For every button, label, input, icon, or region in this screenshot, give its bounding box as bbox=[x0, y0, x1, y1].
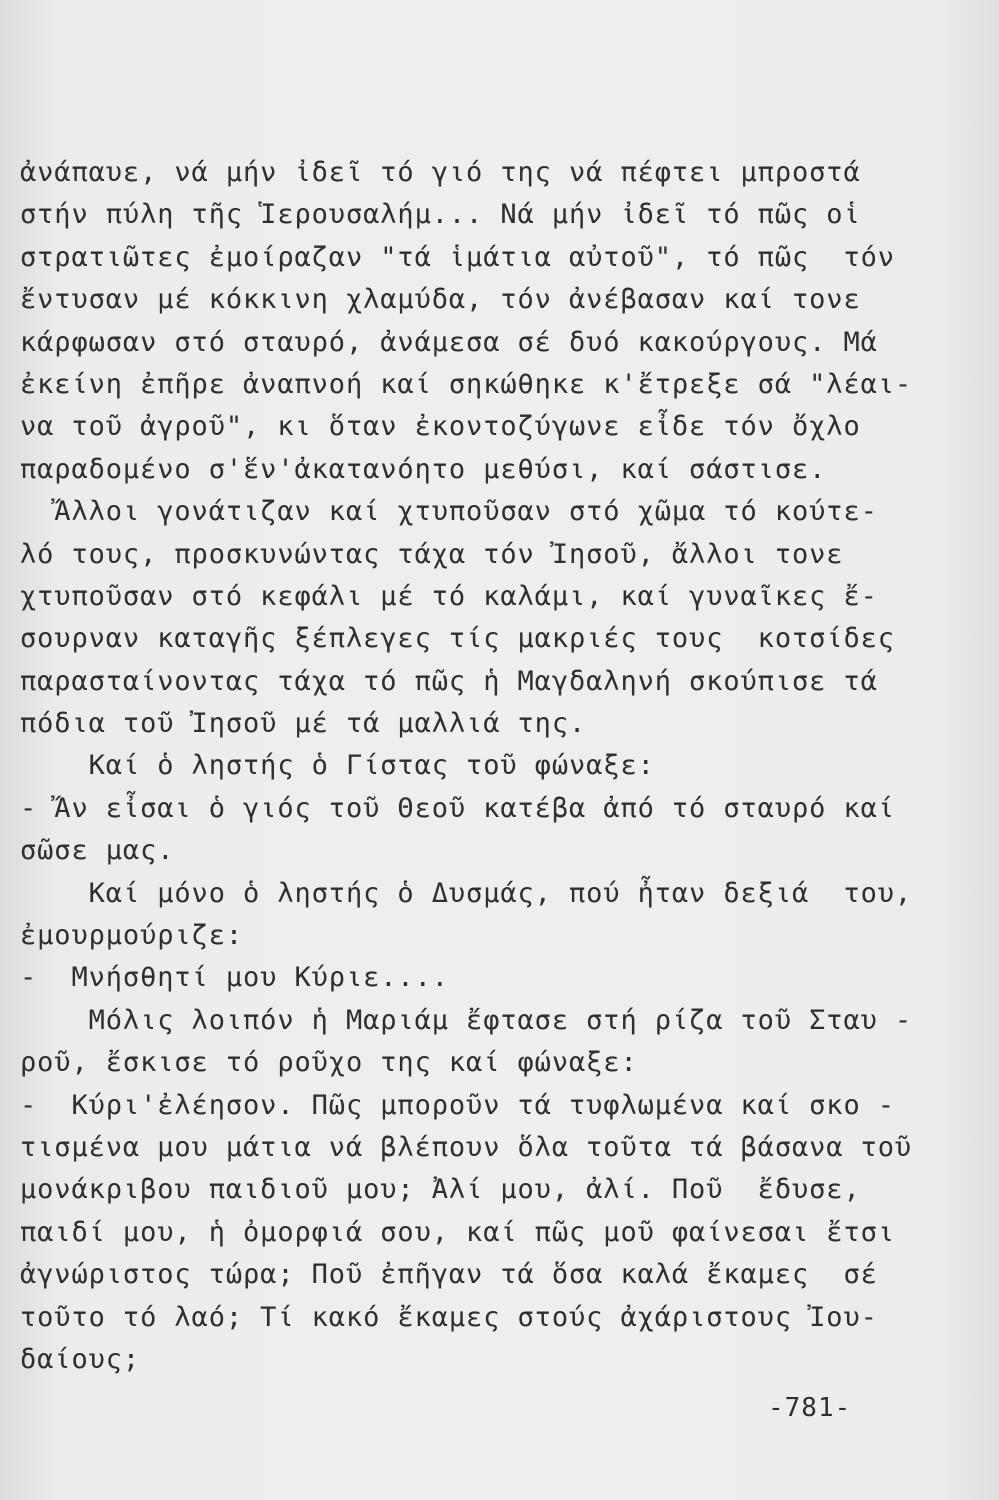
text-line: σουρναν καταγῆς ξέπλεγες τίς μακριές τους κοτσίδες bbox=[20, 623, 895, 655]
text-line: Καί μόνο ὁ ληστής ὁ Δυσμάς, πού ἦταν δεξιά του, bbox=[20, 877, 913, 909]
text-line: δαίους; bbox=[20, 1343, 141, 1375]
text-line: ἐκείνη ἐπῆρε ἀναπνοή καί σηκώθηκε κ'ἔτρεξε σά "λέαι- bbox=[20, 368, 913, 400]
text-line: παιδί μου, ἡ ὀμορφιά σου, καί πῶς μοῦ φαίνεσαι ἔτσι bbox=[20, 1216, 895, 1248]
text-line: Ἄλλοι γονάτιζαν καί χτυποῦσαν στό χῶμα τό κούτε- bbox=[20, 496, 878, 528]
text-line: - Μνήσθητί μου Κύριε.... bbox=[20, 962, 449, 994]
text-line: ροῦ, ἔσκισε τό ροῦχο της καί φώναξε: bbox=[20, 1047, 638, 1079]
text-line: να τοῦ ἀγροῦ", κι ὅταν ἐκοντοζύγωνε εἶδε τόν ὄχλο bbox=[20, 411, 861, 443]
text-line: χτυποῦσαν στό κεφάλι μέ τό καλάμι, καί γυναῖκες ἔ- bbox=[20, 580, 878, 612]
text-line: ἔντυσαν μέ κόκκινη χλαμύδα, τόν ἀνέβασαν καί τονε bbox=[20, 284, 861, 316]
text-line: στήν πύλη τῆς Ἱερουσαλήμ... Νά μήν ἰδεῖ τό πῶς οἱ bbox=[20, 199, 861, 231]
text-line: πόδια τοῦ Ἰησοῦ μέ τά μαλλιά της. bbox=[20, 708, 587, 740]
text-line: Καί ὁ ληστής ὁ Γίστας τοῦ φώναξε: bbox=[20, 750, 655, 782]
text-line: παραδομένο σ'ἕν'ἀκατανόητο μεθύσι, καί σάστισε. bbox=[20, 453, 827, 485]
text-line: ἐμουρμούριζε: bbox=[20, 920, 244, 952]
page-number: -781- bbox=[768, 1393, 852, 1423]
text-line: μονάκριβου παιδιοῦ μου; Ἀλί μου, ἀλί. Ποῦ ἔδυσε, bbox=[20, 1174, 861, 1206]
text-line: τοῦτο τό λαό; Τί κακό ἔκαμες στούς ἀχάριστους Ἰου- bbox=[20, 1301, 878, 1333]
text-line: Μόλις λοιπόν ἡ Μαριάμ ἔφτασε στή ρίζα τοῦ Σταυ - bbox=[20, 1004, 913, 1036]
text-line: στρατιῶτες ἐμοίραζαν "τά ἱμάτια αὐτοῦ", τό πῶς τόν bbox=[20, 241, 895, 273]
text-line: ἀνάπαυε, νά μήν ἰδεῖ τό γιό της νά πέφτει μπροστά bbox=[20, 157, 861, 188]
text-line: - Κύρι'ἐλέησον. Πῶς μποροῦν τά τυφλωμένα καί σκο - bbox=[20, 1089, 895, 1121]
text-line: κάρφωσαν στό σταυρό, ἀνάμεσα σέ δυό κακούργους. Μά bbox=[20, 326, 878, 358]
text-line: - Ἄν εἶσαι ὁ γιός τοῦ Θεοῦ κατέβα ἀπό τό σταυρό καί bbox=[20, 792, 895, 824]
text-line: ἀγνώριστος τώρα; Ποῦ ἐπῆγαν τά ὅσα καλά ἔκαμες σέ bbox=[20, 1259, 878, 1291]
body-text bbox=[20, 152, 980, 1381]
text-line: παρασταίνοντας τάχα τό πῶς ἡ Μαγδαληνή σκούπισε τά bbox=[20, 665, 878, 697]
text-line: λό τους, προσκυνώντας τάχα τόν Ἰησοῦ, ἄλλοι τονε bbox=[20, 538, 844, 570]
text-line: σῶσε μας. bbox=[20, 835, 175, 867]
text-line: τισμένα μου μάτια νά βλέπουν ὅλα τοῦτα τά βάσανα τοῦ bbox=[20, 1131, 913, 1163]
